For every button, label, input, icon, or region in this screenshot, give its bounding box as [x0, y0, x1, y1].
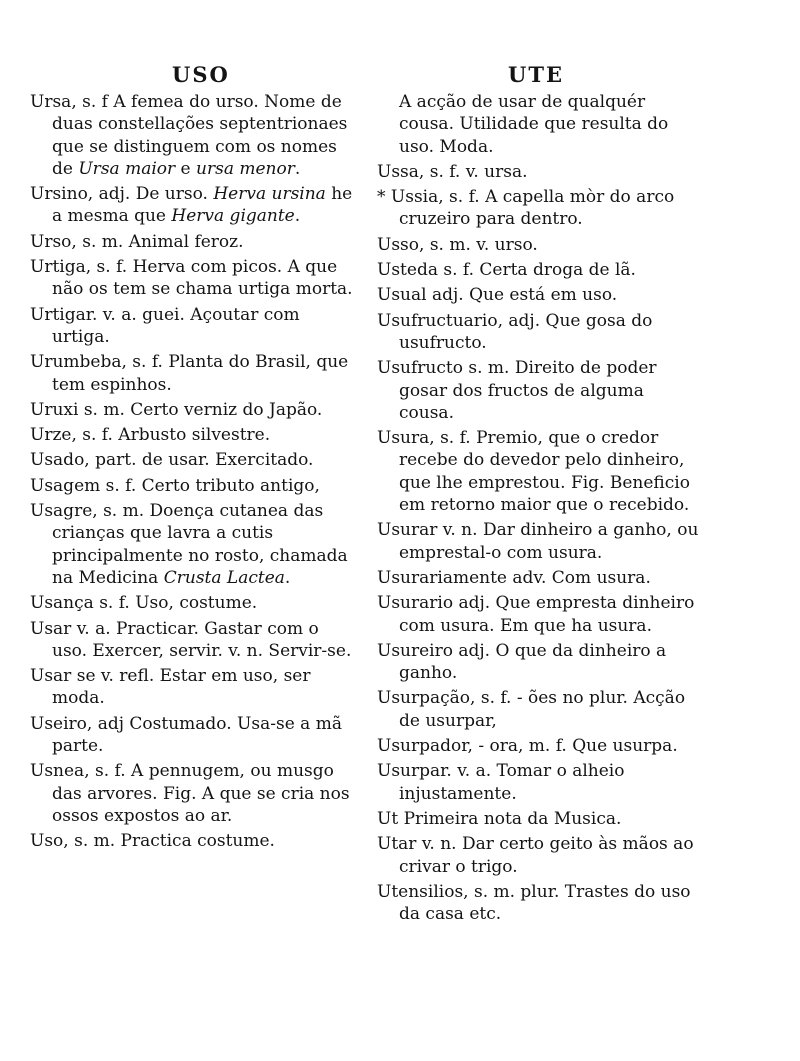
dictionary-entry: Urumbeba, s. f. Planta do Brasil, que tem espinhos.: [30, 352, 349, 395]
right-column: [377, 91, 701, 928]
dictionary-entry: Urtiga, s. f. Herva com picos. A que não os tem se chama urtiga morta.: [30, 257, 353, 300]
header-left: USO: [172, 62, 230, 87]
dictionary-entry: Usnea, s. f. A pennugem, ou musgo das arvores. Fig. A que se cria nos ossos expostos ao ar.: [30, 761, 350, 826]
dictionary-entry: * Ussia, s. f. A capella mòr do arco cruzeiro para dentro.: [377, 187, 675, 230]
dictionary-entry: Usurpador, - ora, m. f. Que usurpa.: [377, 736, 678, 757]
dictionary-entry: Usurar v. n. Dar dinheiro a ganho, ou emprestal-o com usura.: [377, 520, 699, 563]
dictionary-entry: Usso, s. m. v. urso.: [377, 234, 538, 255]
dictionary-entry: Usagem s. f. Certo tributo antigo,: [30, 475, 320, 496]
header-right: UTE: [508, 62, 564, 87]
dictionary-entry: Urtigar. v. a. guei. Açoutar com urtiga.: [30, 304, 300, 347]
dictionary-entry: Usança s. f. Uso, costume.: [30, 593, 258, 614]
dictionary-entry: Ursino, adj. De urso. Herva ursina he a mesma que Herva gigante.: [30, 184, 353, 227]
dictionary-entry: Uruxi s. m. Certo verniz do Japão.: [30, 399, 323, 420]
dictionary-entry: Usagre, s. m. Doença cutanea das crianças que lavra a cutis principalmente no rosto, chamada na Medicina Crusta Lactea.: [30, 501, 348, 588]
dictionary-entry: Ursa, s. f A femea do urso. Nome de duas constellações septentrionaes que se distinguem com os nomes de Ursa maior e ursa menor.: [30, 92, 348, 179]
dictionary-entry: Ussa, s. f. v. ursa.: [377, 161, 528, 182]
dictionary-entry: Usual adj. Que está em uso.: [377, 285, 618, 306]
dictionary-entry: Ut Primeira nota da Musica.: [377, 808, 622, 829]
dictionary-entry: Usurpação, s. f. - ões no plur. Acção de usurpar,: [377, 688, 686, 731]
left-column: [30, 91, 358, 856]
dictionary-entry: Urso, s. m. Animal feroz.: [30, 231, 244, 252]
dictionary-entry: Usurariamente adv. Com usura.: [377, 567, 651, 588]
dictionary-entry: Utar v. n. Dar certo geito às mãos ao crivar o trigo.: [377, 834, 694, 877]
dictionary-entry: Usar se v. refl. Estar em uso, ser moda.: [30, 666, 311, 709]
dictionary-entry: Useiro, adj Costumado. Usa-se a mã parte.: [30, 713, 342, 757]
dictionary-entry: Usurario adj. Que empresta dinheiro com usura. Em que ha usura.: [377, 593, 695, 636]
dictionary-entry: Usado, part. de usar. Exercitado.: [30, 450, 314, 471]
dictionary-entry: Usurpar. v. a. Tomar o alheio injustamente.: [377, 761, 625, 804]
dictionary-entry: Usufructo s. m. Direito de poder gosar dos fructos de alguma cousa.: [377, 358, 657, 423]
dictionary-entry: Utensilios, s. m. plur. Trastes do uso da casa etc.: [377, 881, 691, 925]
dictionary-entry: Usteda s. f. Certa droga de lã.: [377, 260, 636, 281]
dictionary-entry: Usureiro adj. O que da dinheiro a ganho.: [377, 640, 667, 684]
dictionary-entry: Urze, s. f. Arbusto silvestre.: [30, 425, 271, 446]
dictionary-entry: Uso, s. m. Practica costume.: [30, 831, 275, 852]
dictionary-entry: Usufructuario, adj. Que gosa do usufructo.: [377, 310, 653, 353]
dictionary-entry: Usura, s. f. Premio, que o credor recebe do devedor pelo dinheiro, que lhe emprestou. Fig. Beneficio em retorno maior que o recebido.: [377, 428, 690, 516]
dictionary-entry: Usar v. a. Practicar. Gastar com o uso. Exercer, servir. v. n. Servir-se.: [30, 618, 352, 661]
dictionary-entry: A acção de usar de qualquér cousa. Utilidade que resulta do uso. Moda.: [399, 92, 669, 157]
